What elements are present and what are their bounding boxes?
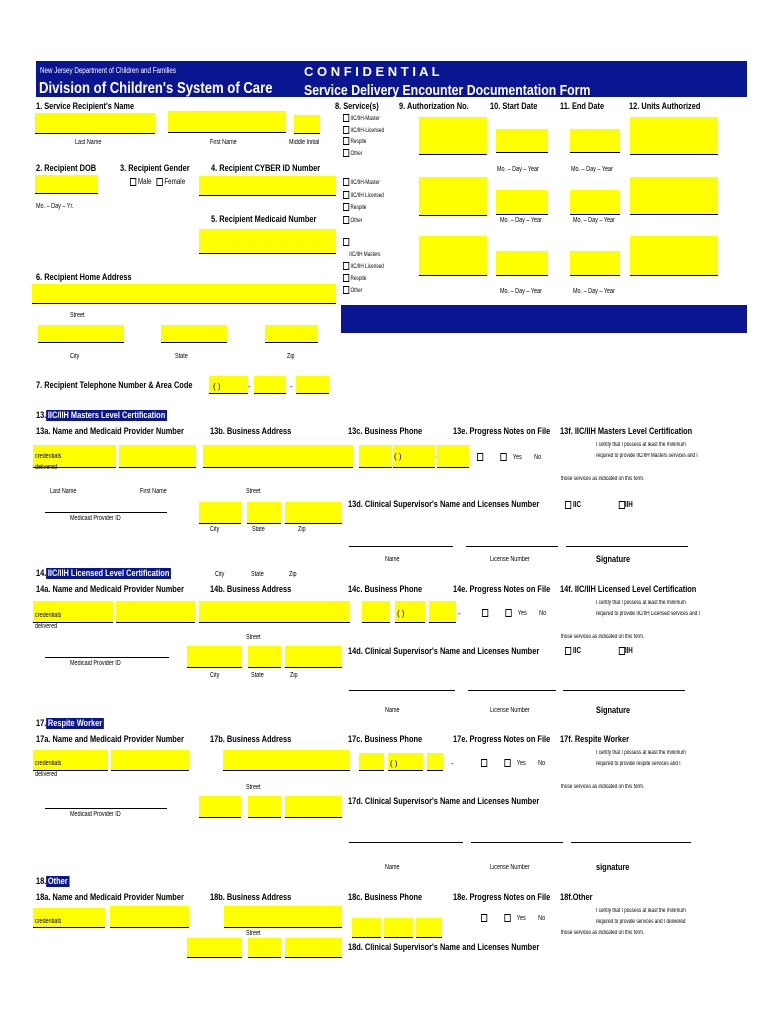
14a-name-field[interactable] [116, 601, 195, 623]
17c-dash: - [451, 759, 454, 768]
credentials-caption: credentials [35, 612, 62, 619]
form-title: Service Delivery Encounter Documentation Form [304, 82, 591, 99]
17d-license-line [471, 842, 563, 843]
state-caption: State [251, 571, 264, 578]
state-field[interactable] [161, 325, 227, 343]
service-checkbox[interactable] [343, 238, 349, 246]
18c-label: 18c. Business Phone [348, 892, 423, 903]
city-caption: City [70, 353, 80, 360]
start-date-field-3[interactable] [496, 251, 548, 276]
start-date-col-header: 10. Start Date [490, 101, 538, 112]
dob-label: 2. Recipient DOB [36, 163, 97, 174]
start-date-field-2[interactable] [496, 190, 548, 215]
units-field-1[interactable] [630, 117, 718, 155]
end-date-col-header: 11. End Date [560, 101, 605, 112]
service-option: IIC/IIH Masters [349, 252, 381, 258]
13d-signature-line [566, 546, 688, 547]
18a-name-field[interactable] [110, 906, 189, 928]
yes-label: Yes [517, 609, 527, 617]
middle-initial-caption: Middle Initial [289, 139, 320, 146]
service-option: IIC/IIH-Licensed [350, 127, 385, 134]
division-title: Division of Children's System of Care [39, 80, 273, 97]
city-field[interactable] [38, 325, 124, 343]
dob-field[interactable] [35, 175, 98, 194]
end-date-format-1: Mo. – Day – Year [571, 166, 613, 173]
14d-license-line [468, 690, 556, 691]
18a-label: 18a. Name and Medicaid Provider Number [36, 892, 184, 903]
18b-state-field[interactable] [248, 938, 281, 958]
phone-dash-2: - [290, 382, 293, 391]
14c-dash: - [458, 609, 461, 618]
17f-cert-line-3: those services as indicated on this form. [561, 784, 645, 790]
service-option: Other [350, 150, 363, 157]
14b-label: 14b. Business Address [210, 584, 292, 595]
iic-label: IIC [572, 646, 581, 655]
17b-label: 17b. Business Address [210, 734, 292, 745]
14b-state-field[interactable] [248, 646, 281, 668]
section-title: Other [47, 876, 68, 887]
13a-label: 13a. Name and Medicaid Provider Number [36, 426, 184, 437]
city-caption: City [210, 526, 220, 533]
13d-options [565, 500, 633, 509]
18f-cert-line-2: required to provide services and I delivered [596, 919, 686, 925]
medicaid-field[interactable] [199, 229, 336, 254]
13a-name-field[interactable] [119, 445, 196, 468]
yes-label: Yes [516, 759, 526, 767]
18e-label: 18e. Progress Notes on File [453, 892, 551, 903]
17c-paren: ( ) [390, 759, 398, 768]
section-17-heading [36, 718, 104, 729]
no-label: No [538, 759, 546, 767]
provider-id-caption: Medicaid Provider ID [70, 515, 121, 522]
end-date-field-3[interactable] [570, 251, 620, 276]
13b-address-field[interactable] [203, 445, 353, 468]
license-caption: License Number [490, 707, 530, 714]
authorization-field-3[interactable] [419, 236, 487, 276]
phone-prefix-field[interactable] [254, 376, 286, 394]
yes-label: Yes [516, 914, 526, 922]
services-footer-bar [341, 305, 747, 333]
18c-phone-field[interactable] [384, 918, 413, 938]
13d-license-line [466, 546, 558, 547]
13e-yes-checkbox[interactable] [477, 453, 483, 461]
14d-name-line [349, 690, 455, 691]
17f-label: 17f. Respite Worker [560, 734, 630, 745]
phone-label: 7. Recipient Telephone Number & Area Code [36, 380, 193, 391]
first-name-field[interactable] [168, 111, 286, 133]
18c-area-field[interactable] [352, 918, 381, 938]
13e-no-checkbox[interactable] [500, 453, 506, 461]
provider-id-caption: Medicaid Provider ID [70, 811, 121, 818]
17f-cert-line-2: required to provide respite services and I [596, 761, 681, 767]
name-caption: Name [385, 864, 400, 871]
13c-line-field[interactable] [437, 445, 469, 468]
14c-line-field[interactable] [429, 601, 456, 623]
gender-options [130, 177, 185, 186]
service-option: IIC/IIH Licensed [350, 192, 384, 199]
13b-state-field[interactable] [247, 502, 281, 524]
section-title: IIC/IIH Masters Level Certification [47, 410, 166, 421]
18b-address-field[interactable] [224, 906, 342, 928]
name-caption: Name [385, 556, 400, 563]
13f-cert-line-2: required to provide IIC/IIH Masters services and I [596, 453, 698, 459]
start-date-format-1: Mo. – Day – Year [497, 166, 539, 173]
service-checkbox[interactable] [343, 262, 349, 270]
section-18-heading [36, 876, 69, 887]
18e-yes-checkbox[interactable] [481, 914, 487, 922]
last-name-caption: Last Name [75, 139, 102, 146]
male-label: Male [137, 177, 152, 186]
section-title: IIC/IIH Licensed Level Certification [47, 568, 170, 579]
service-option: Respite [350, 205, 367, 211]
signature-caption: Signature [596, 705, 631, 716]
street-caption: Street [246, 634, 261, 641]
18b-label: 18b. Business Address [210, 892, 292, 903]
17e-yes-checkbox[interactable] [481, 759, 487, 767]
state-caption: State [252, 526, 265, 533]
name-caption: Name [385, 707, 400, 714]
zip-caption: Zip [287, 353, 295, 360]
14a-label: 14a. Name and Medicaid Provider Number [36, 584, 184, 595]
delivered-caption: delivered [35, 464, 58, 471]
18f-cert-line-1: I certify that I possess at least the minimum [596, 908, 686, 914]
17e-label: 17e. Progress Notes on File [453, 734, 551, 745]
service-checkbox[interactable] [343, 149, 349, 157]
14b-zip-field[interactable] [285, 646, 342, 668]
credentials-caption: credentials [35, 760, 62, 767]
17c-label: 17c. Business Phone [348, 734, 423, 745]
service-checkbox[interactable] [343, 191, 349, 199]
phone-dash-1: - [248, 382, 251, 391]
end-date-format-2: Mo. – Day – Year [573, 217, 615, 224]
section-13-heading [36, 410, 167, 421]
credentials-caption: credentials [35, 918, 62, 925]
units-field-3[interactable] [630, 236, 718, 276]
recipient-name-label: 1. Service Recipient's Name [36, 101, 135, 112]
signature-caption: Signature [596, 554, 631, 565]
area-code-paren: ( ) [213, 382, 221, 391]
17b-state-field[interactable] [248, 796, 281, 818]
iih-label: IIH [624, 646, 633, 655]
13c-area-field[interactable] [359, 445, 392, 468]
gender-label: 3. Recipient Gender [120, 163, 190, 174]
13d-name-line [349, 546, 453, 547]
female-checkbox[interactable] [156, 178, 162, 186]
service-option: Other [350, 288, 363, 294]
service-checkbox[interactable] [343, 114, 349, 122]
no-label: No [539, 609, 547, 617]
17e-no-checkbox[interactable] [504, 759, 510, 767]
service-option: Respite [350, 276, 367, 282]
service-option: IIC/IIH Licensed [350, 264, 384, 270]
zip-caption: Zip [298, 526, 306, 533]
13f-cert-line-3: those services as indicated on this form. [561, 476, 645, 482]
14b-address-field[interactable] [199, 601, 350, 623]
section-14-heading [36, 568, 171, 579]
units-col-header: 12. Units Authorized [629, 101, 701, 112]
iic-checkbox[interactable] [565, 501, 571, 509]
13c-label: 13c. Business Phone [348, 426, 423, 437]
service-checkbox[interactable] [343, 178, 349, 186]
no-label: No [534, 453, 542, 461]
section-number: 17. [36, 718, 47, 729]
address-label: 6. Recipient Home Address [36, 272, 132, 283]
delivered-caption: delivered [35, 771, 58, 778]
license-caption: License Number [490, 556, 530, 563]
13e-label: 13e. Progress Notes on File [453, 426, 551, 437]
medicaid-label: 5. Recipient Medicaid Number [211, 214, 317, 225]
17c-area-field[interactable] [359, 753, 384, 771]
14c-label: 14c. Business Phone [348, 584, 423, 595]
14f-cert-line-1: I certify that I possess at least the minimum [596, 600, 686, 606]
services-col-header: 8. Service(s) [335, 101, 379, 112]
service-checkbox[interactable] [343, 203, 349, 211]
confidential-label: C O N F I D E N T I A L [304, 64, 440, 79]
14d-signature-line [563, 690, 685, 691]
end-date-field-2[interactable] [570, 190, 620, 215]
zip-caption: Zip [290, 672, 298, 679]
authorization-field-2[interactable] [419, 177, 487, 216]
18e-no-checkbox[interactable] [504, 914, 510, 922]
male-checkbox[interactable] [130, 178, 136, 186]
yes-label: Yes [512, 453, 522, 461]
17a-label: 17a. Name and Medicaid Provider Number [36, 734, 184, 745]
14b-city-field[interactable] [187, 646, 242, 668]
13d-label: 13d. Clinical Supervisor's Name and Licenses Number [348, 499, 540, 510]
street-caption: Street [246, 930, 261, 937]
street-caption: Street [70, 312, 85, 319]
18e-options [481, 914, 545, 922]
service-checkbox[interactable] [343, 126, 349, 134]
service-checkbox[interactable] [343, 274, 349, 282]
service-group-2 [343, 177, 384, 227]
street-caption: Street [246, 784, 261, 791]
13e-options [477, 453, 541, 461]
18b-city-field[interactable] [187, 938, 242, 958]
first-name-caption: First Name [140, 488, 167, 495]
14e-yes-checkbox[interactable] [482, 609, 488, 617]
provider-id-caption: Medicaid Provider ID [70, 660, 121, 667]
14d-label: 14d. Clinical Supervisor's Name and Licenses Number [348, 646, 540, 657]
provider-id-line [45, 657, 169, 658]
no-label: No [538, 914, 546, 922]
18d-label: 18d. Clinical Supervisor's Name and Licenses Number [348, 942, 540, 953]
14e-label: 14e. Progress Notes on File [453, 584, 551, 595]
service-option: IIC/IIH-Master [350, 116, 380, 122]
14d-options [565, 646, 633, 655]
service-checkbox[interactable] [343, 137, 349, 145]
middle-initial-field[interactable] [294, 115, 320, 134]
signature-caption: signature [596, 862, 630, 873]
17e-options [481, 759, 545, 767]
18f-cert-line-3: those services as indicated on this form. [561, 930, 645, 936]
17b-city-field[interactable] [199, 796, 241, 818]
female-label: Female [164, 177, 186, 186]
last-name-caption: Last Name [50, 488, 77, 495]
cyber-id-field[interactable] [199, 176, 336, 196]
provider-id-line [45, 808, 167, 809]
13b-zip-field[interactable] [285, 502, 342, 524]
phone-line-field[interactable] [296, 376, 329, 394]
credentials-caption: credentials [35, 453, 62, 460]
first-name-caption: First Name [210, 139, 237, 146]
zip-field[interactable] [265, 325, 318, 343]
17f-cert-line-1: I certify that I possess at least the minimum [596, 750, 686, 756]
zip-caption: Zip [289, 571, 297, 578]
18c-line-field[interactable] [416, 918, 442, 938]
iih-label: IIH [624, 500, 633, 509]
13b-label: 13b. Business Address [210, 426, 292, 437]
city-caption: City [215, 571, 225, 578]
end-date-format-3: Mo. – Day – Year [573, 288, 615, 295]
17d-signature-line [571, 842, 691, 843]
dob-format: Mo. – Day – Yr. [36, 203, 74, 210]
section-number: 14. [36, 568, 47, 579]
agency-name: New Jersey Department of Children and Families [40, 66, 176, 75]
14f-cert-line-2: required to provide IIC/IIH Licensed services and I [596, 611, 700, 617]
17d-label: 17d. Clinical Supervisor's Name and Licenses Number [348, 796, 540, 807]
17c-line-field[interactable] [427, 753, 443, 771]
start-date-format-2: Mo. – Day – Year [500, 217, 542, 224]
14e-options [482, 609, 546, 617]
start-date-field-1[interactable] [496, 129, 548, 153]
section-number: 13. [36, 410, 47, 421]
delivered-caption: delivered [35, 623, 58, 630]
14e-no-checkbox[interactable] [505, 609, 511, 617]
service-option: Respite [350, 139, 367, 145]
13f-label: 13f. IIC/IIH Masters Level Certification [560, 426, 693, 437]
13f-cert-line-1: I certify that I possess at least the minimum [596, 442, 686, 448]
units-field-2[interactable] [630, 177, 718, 215]
13b-city-field[interactable] [199, 502, 241, 524]
state-caption: State [251, 672, 264, 679]
section-title: Respite Worker [47, 718, 103, 729]
iic-label: IIC [572, 500, 581, 509]
iic-checkbox[interactable] [565, 647, 571, 655]
service-group-1 [343, 114, 384, 160]
13c-paren: ( ) [394, 452, 402, 461]
cyber-id-label: 4. Recipient CYBER ID Number [211, 163, 321, 174]
start-date-format-3: Mo. – Day – Year [500, 288, 542, 295]
license-caption: License Number [490, 864, 530, 871]
state-caption: State [175, 353, 188, 360]
city-caption: City [210, 672, 220, 679]
14c-paren: ( ) [397, 609, 405, 618]
18f-label: 18f.Other [560, 892, 593, 903]
14c-area-field[interactable] [362, 601, 390, 623]
service-checkbox[interactable] [343, 216, 349, 224]
last-name-field[interactable] [35, 113, 155, 134]
authorization-col-header: 9. Authorization No. [399, 101, 469, 112]
end-date-field-1[interactable] [570, 129, 620, 153]
provider-id-line [45, 512, 167, 513]
17d-name-line [349, 842, 463, 843]
14f-label: 14f. IIC/IIH Licensed Level Certification [560, 584, 697, 595]
17a-name-field[interactable] [111, 750, 189, 771]
service-option: Other [350, 217, 363, 224]
service-checkbox[interactable] [343, 286, 349, 294]
authorization-field-1[interactable] [419, 117, 487, 155]
17b-zip-field[interactable] [285, 796, 342, 818]
service-group-3 [343, 237, 384, 297]
street-caption: Street [246, 488, 261, 495]
section-number: 18. [36, 876, 47, 887]
service-option: IIC/IIH-Master [350, 180, 380, 186]
14f-cert-line-3: those services as indicated on this form. [561, 634, 645, 640]
street-field[interactable] [32, 284, 336, 304]
17b-address-field[interactable] [223, 750, 350, 771]
18b-zip-field[interactable] [285, 938, 342, 958]
